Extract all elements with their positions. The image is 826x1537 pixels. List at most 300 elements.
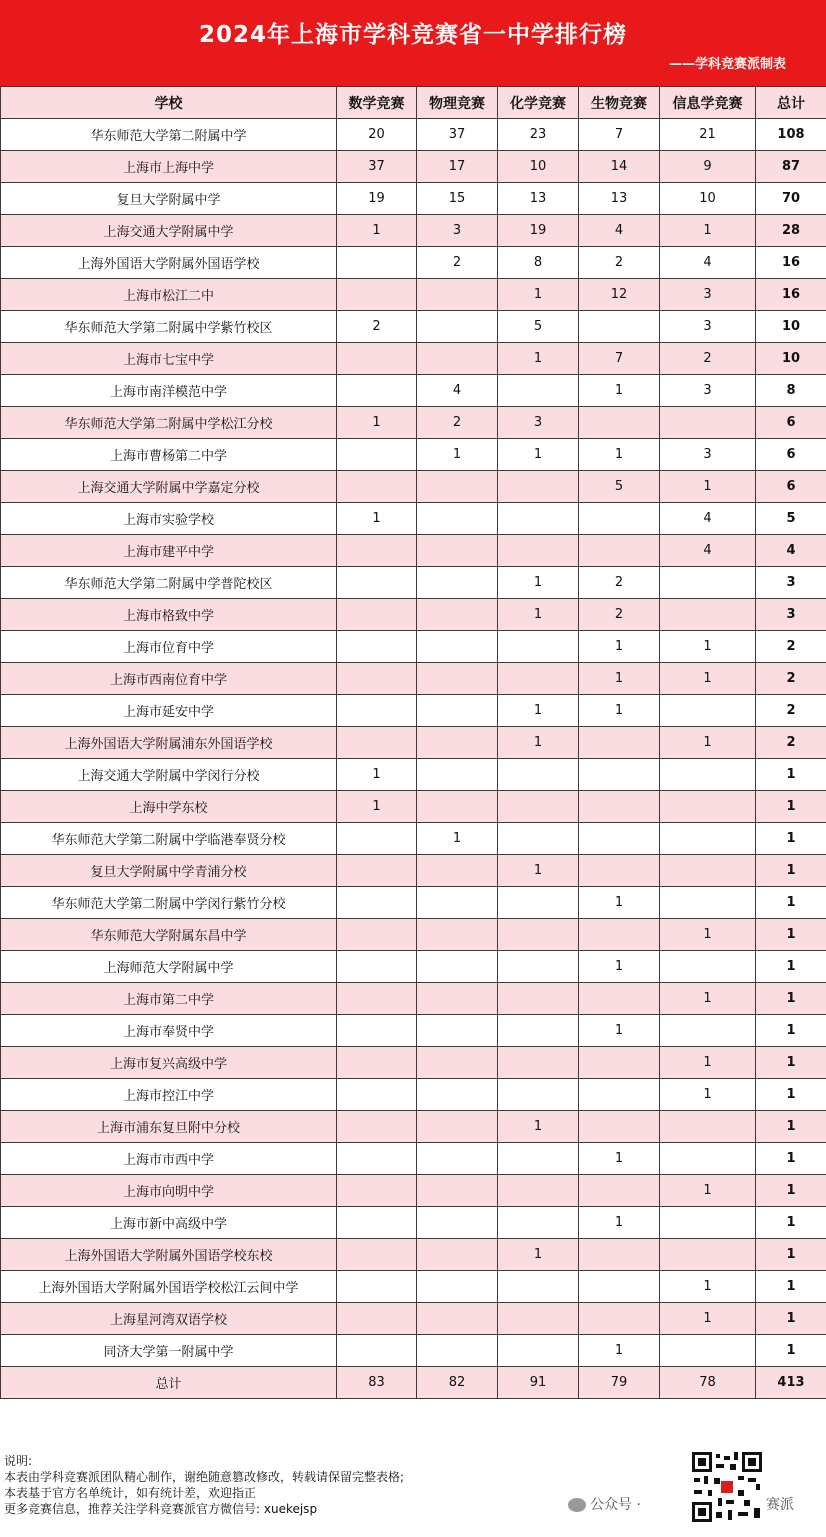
school-name-cell: 华东师范大学第二附属中学闵行紫竹分校 [1,887,337,919]
count-cell [337,983,417,1015]
count-cell [498,823,579,855]
school-name-cell: 上海外国语大学附属浦东外国语学校 [1,727,337,759]
count-cell [337,855,417,887]
table-row [1,727,826,759]
count-cell: 1 [660,983,756,1015]
count-cell [417,727,498,759]
school-name-cell: 同济大学第一附属中学 [1,1335,337,1367]
table-row [1,567,826,599]
count-cell [660,599,756,631]
count-cell: 3 [498,407,579,439]
school-name-cell: 上海交通大学附属中学 [1,215,337,247]
table-row [1,535,826,567]
school-name-cell: 华东师范大学第二附属中学 [1,119,337,151]
table-row [1,279,826,311]
school-name-cell: 上海交通大学附属中学嘉定分校 [1,471,337,503]
count-cell [417,599,498,631]
table-row [1,887,826,919]
school-name-cell: 上海市奉贤中学 [1,1015,337,1047]
count-cell: 1 [660,471,756,503]
count-cell [579,407,660,439]
count-cell [417,311,498,343]
count-cell [337,1047,417,1079]
count-cell [498,1015,579,1047]
table-row [1,1111,826,1143]
total-cell: 6 [756,439,826,471]
count-cell [498,1079,579,1111]
count-cell [579,983,660,1015]
count-cell: 2 [417,247,498,279]
count-cell: 7 [579,343,660,375]
count-cell [417,1111,498,1143]
ranking-table [0,86,826,1399]
count-cell: 1 [579,1335,660,1367]
count-cell [417,1047,498,1079]
count-cell: 7 [579,119,660,151]
table-row [1,951,826,983]
column-header: 生物竞赛 [579,87,660,119]
count-cell [660,1335,756,1367]
table-row [1,983,826,1015]
total-cell: 1 [756,1335,826,1367]
total-cell: 108 [756,119,826,151]
count-cell [498,791,579,823]
table-row [1,407,826,439]
notes-line: 本表由学科竞赛派团队精心制作，谢绝随意篡改修改，转载请保留完整表格; [4,1470,405,1484]
total-cell: 1 [756,1303,826,1335]
count-cell [417,919,498,951]
count-cell [417,343,498,375]
count-cell [579,1111,660,1143]
count-cell: 3 [660,279,756,311]
total-cell: 1 [756,983,826,1015]
total-cell: 1 [756,759,826,791]
school-name-cell: 复旦大学附属中学 [1,183,337,215]
total-cell: 6 [756,471,826,503]
count-cell [498,1335,579,1367]
school-name-cell: 上海星河湾双语学校 [1,1303,337,1335]
total-cell: 1 [756,1175,826,1207]
count-cell: 1 [660,727,756,759]
count-cell [579,759,660,791]
qr-code-icon [690,1450,764,1524]
count-cell: 17 [417,151,498,183]
count-cell: 1 [660,663,756,695]
total-cell: 1 [756,1143,826,1175]
count-cell [337,919,417,951]
table-row [1,119,826,151]
count-cell [498,1303,579,1335]
count-cell [337,663,417,695]
count-cell: 1 [498,727,579,759]
title-banner [0,0,826,86]
count-cell [579,919,660,951]
count-cell [337,1111,417,1143]
count-cell [579,503,660,535]
school-name-cell: 复旦大学附属中学青浦分校 [1,855,337,887]
table-row [1,311,826,343]
total-cell: 1 [756,1111,826,1143]
notes-line: 本表基于官方名单统计，如有统计差，欢迎指正 [4,1486,257,1500]
total-cell: 28 [756,215,826,247]
table-row [1,1335,826,1367]
count-cell: 1 [660,1175,756,1207]
summary-label: 总计 [1,1367,337,1399]
count-cell: 3 [417,215,498,247]
page-title: 2024年上海市学科竞赛省一中学排行榜 [198,22,627,48]
notes-heading: 说明: [4,1454,33,1468]
table-row [1,1239,826,1271]
school-name-cell: 上海市浦东复旦附中分校 [1,1111,337,1143]
count-cell [337,1175,417,1207]
count-cell [417,1175,498,1207]
summary-cell: 91 [498,1367,579,1399]
total-cell: 1 [756,855,826,887]
table-row [1,375,826,407]
school-name-cell: 上海市上海中学 [1,151,337,183]
column-header: 化学竞赛 [498,87,579,119]
total-cell: 1 [756,1271,826,1303]
school-name-cell: 华东师范大学第二附属中学临港奉贤分校 [1,823,337,855]
count-cell: 2 [417,407,498,439]
count-cell: 4 [660,503,756,535]
notes [4,1453,404,1517]
table-row [1,471,826,503]
total-cell: 4 [756,535,826,567]
count-cell [498,375,579,407]
table-row [1,791,826,823]
count-cell: 10 [660,183,756,215]
count-cell [417,951,498,983]
count-cell: 1 [579,663,660,695]
count-cell [660,1015,756,1047]
count-cell: 1 [579,439,660,471]
count-cell: 1 [498,695,579,727]
total-cell: 3 [756,599,826,631]
count-cell [579,311,660,343]
count-cell: 1 [337,503,417,535]
count-cell [417,1207,498,1239]
count-cell: 37 [417,119,498,151]
count-cell [337,951,417,983]
summary-row [1,1367,826,1399]
total-cell: 1 [756,791,826,823]
table-row [1,759,826,791]
school-name-cell: 上海市位育中学 [1,631,337,663]
count-cell: 1 [498,343,579,375]
count-cell [660,823,756,855]
count-cell: 5 [498,311,579,343]
column-header: 信息学竞赛 [660,87,756,119]
count-cell [417,887,498,919]
count-cell [417,471,498,503]
count-cell: 2 [579,599,660,631]
count-cell [579,1303,660,1335]
table-row [1,1143,826,1175]
count-cell: 5 [579,471,660,503]
school-name-cell: 上海市建平中学 [1,535,337,567]
count-cell: 21 [660,119,756,151]
count-cell: 3 [660,311,756,343]
table-row [1,343,826,375]
count-cell [417,695,498,727]
count-cell [579,1047,660,1079]
count-cell [579,535,660,567]
count-cell [498,1143,579,1175]
school-name-cell: 上海市延安中学 [1,695,337,727]
count-cell: 4 [417,375,498,407]
table-row [1,503,826,535]
count-cell: 1 [579,631,660,663]
count-cell [498,471,579,503]
table-row [1,1175,826,1207]
total-cell: 1 [756,887,826,919]
column-header: 物理竞赛 [417,87,498,119]
count-cell [498,887,579,919]
school-name-cell: 上海中学东校 [1,791,337,823]
count-cell: 37 [337,151,417,183]
count-cell [417,663,498,695]
total-cell: 6 [756,407,826,439]
table-row [1,1207,826,1239]
count-cell [660,951,756,983]
count-cell [417,503,498,535]
count-cell: 1 [579,1207,660,1239]
count-cell [417,1015,498,1047]
count-cell [337,727,417,759]
count-cell: 1 [337,791,417,823]
count-cell [337,1207,417,1239]
count-cell: 1 [337,407,417,439]
count-cell [417,1239,498,1271]
count-cell: 1 [660,1079,756,1111]
table-header-row [1,87,826,119]
count-cell [337,471,417,503]
count-cell: 4 [660,247,756,279]
table-row [1,1079,826,1111]
count-cell: 1 [498,1239,579,1271]
total-cell: 2 [756,695,826,727]
count-cell: 1 [660,919,756,951]
total-cell: 10 [756,343,826,375]
count-cell [660,759,756,791]
total-cell: 1 [756,919,826,951]
table-row [1,599,826,631]
school-name-cell: 华东师范大学第二附属中学紫竹校区 [1,311,337,343]
count-cell: 19 [337,183,417,215]
total-cell: 1 [756,1015,826,1047]
count-cell [417,1303,498,1335]
school-name-cell: 上海市实验学校 [1,503,337,535]
count-cell [498,631,579,663]
count-cell: 12 [579,279,660,311]
count-cell [417,1143,498,1175]
count-cell [579,1079,660,1111]
table-row [1,439,826,471]
school-name-cell: 上海市南洋模范中学 [1,375,337,407]
school-name-cell: 华东师范大学第二附属中学普陀校区 [1,567,337,599]
total-cell: 16 [756,279,826,311]
count-cell [579,791,660,823]
wechat-account-label [568,1494,641,1514]
count-cell [498,919,579,951]
count-cell [579,727,660,759]
count-cell: 23 [498,119,579,151]
count-cell [337,439,417,471]
count-cell [498,503,579,535]
count-cell [498,759,579,791]
school-name-cell: 上海市市西中学 [1,1143,337,1175]
count-cell: 2 [660,343,756,375]
count-cell: 2 [337,311,417,343]
count-cell: 1 [660,1047,756,1079]
count-cell [337,1271,417,1303]
table-row [1,855,826,887]
count-cell [660,567,756,599]
count-cell: 1 [498,599,579,631]
count-cell: 1 [660,631,756,663]
table-row [1,215,826,247]
count-cell [417,631,498,663]
school-name-cell: 上海市松江二中 [1,279,337,311]
column-header: 学校 [1,87,337,119]
count-cell: 1 [498,855,579,887]
count-cell: 1 [579,695,660,727]
count-cell: 3 [660,439,756,471]
table-row [1,1271,826,1303]
count-cell: 13 [498,183,579,215]
school-name-cell: 上海市格致中学 [1,599,337,631]
count-cell: 15 [417,183,498,215]
count-cell [660,855,756,887]
total-cell: 2 [756,663,826,695]
total-cell: 16 [756,247,826,279]
summary-cell: 78 [660,1367,756,1399]
school-name-cell: 上海市控江中学 [1,1079,337,1111]
school-name-cell: 上海外国语大学附属外国语学校东校 [1,1239,337,1271]
column-header: 总计 [756,87,826,119]
count-cell: 1 [498,567,579,599]
count-cell [337,375,417,407]
count-cell [660,1111,756,1143]
school-name-cell: 上海市曹杨第二中学 [1,439,337,471]
count-cell [337,823,417,855]
count-cell [337,279,417,311]
school-name-cell: 上海交通大学附属中学闵行分校 [1,759,337,791]
count-cell: 2 [579,247,660,279]
table-row [1,1047,826,1079]
count-cell: 10 [498,151,579,183]
count-cell: 8 [498,247,579,279]
count-cell [337,695,417,727]
count-cell: 20 [337,119,417,151]
count-cell [337,887,417,919]
total-cell: 3 [756,567,826,599]
school-name-cell: 上海外国语大学附属外国语学校松江云间中学 [1,1271,337,1303]
table-row [1,183,826,215]
count-cell [417,535,498,567]
count-cell [337,631,417,663]
count-cell: 1 [498,439,579,471]
table-row [1,247,826,279]
count-cell: 1 [337,759,417,791]
count-cell [337,343,417,375]
count-cell [417,791,498,823]
table-row [1,823,826,855]
count-cell [498,1175,579,1207]
count-cell [337,247,417,279]
count-cell [579,1239,660,1271]
count-cell [337,599,417,631]
table-row [1,1303,826,1335]
total-cell: 10 [756,311,826,343]
count-cell: 4 [579,215,660,247]
total-cell: 1 [756,1047,826,1079]
count-cell: 2 [579,567,660,599]
count-cell [660,1143,756,1175]
table-row [1,1015,826,1047]
total-cell: 70 [756,183,826,215]
count-cell: 1 [660,1271,756,1303]
count-cell: 1 [417,439,498,471]
page-subtitle: ——学科竞赛派制表 [668,57,786,72]
school-name-cell: 华东师范大学第二附属中学松江分校 [1,407,337,439]
total-cell: 1 [756,823,826,855]
table-row [1,919,826,951]
school-name-cell: 上海市复兴高级中学 [1,1047,337,1079]
count-cell [660,695,756,727]
count-cell: 1 [498,1111,579,1143]
count-cell [660,407,756,439]
count-cell [660,887,756,919]
count-cell [579,1175,660,1207]
count-cell: 1 [579,1143,660,1175]
school-name-cell: 上海市七宝中学 [1,343,337,375]
count-cell [417,567,498,599]
total-cell: 2 [756,727,826,759]
count-cell [417,983,498,1015]
table-row [1,631,826,663]
count-cell [337,535,417,567]
total-cell: 8 [756,375,826,407]
total-cell: 5 [756,503,826,535]
count-cell: 3 [660,375,756,407]
count-cell [337,1079,417,1111]
wechat-label: 公众号 · [590,1497,641,1513]
school-name-cell: 上海市第二中学 [1,983,337,1015]
count-cell [498,1207,579,1239]
count-cell [579,823,660,855]
count-cell [660,1239,756,1271]
school-name-cell: 上海市西南位育中学 [1,663,337,695]
table-row [1,151,826,183]
count-cell [660,1207,756,1239]
total-cell: 1 [756,1207,826,1239]
count-cell: 1 [579,375,660,407]
count-cell: 1 [579,887,660,919]
count-cell [498,983,579,1015]
column-header: 数学竞赛 [337,87,417,119]
school-name-cell: 上海外国语大学附属外国语学校 [1,247,337,279]
total-cell: 1 [756,1239,826,1271]
notes-line: 更多竞赛信息，推荐关注学科竞赛派官方微信号: xuekejsp [4,1502,318,1516]
total-cell: 1 [756,951,826,983]
count-cell [337,1303,417,1335]
summary-cell: 82 [417,1367,498,1399]
count-cell: 14 [579,151,660,183]
count-cell [337,1335,417,1367]
table-row [1,663,826,695]
